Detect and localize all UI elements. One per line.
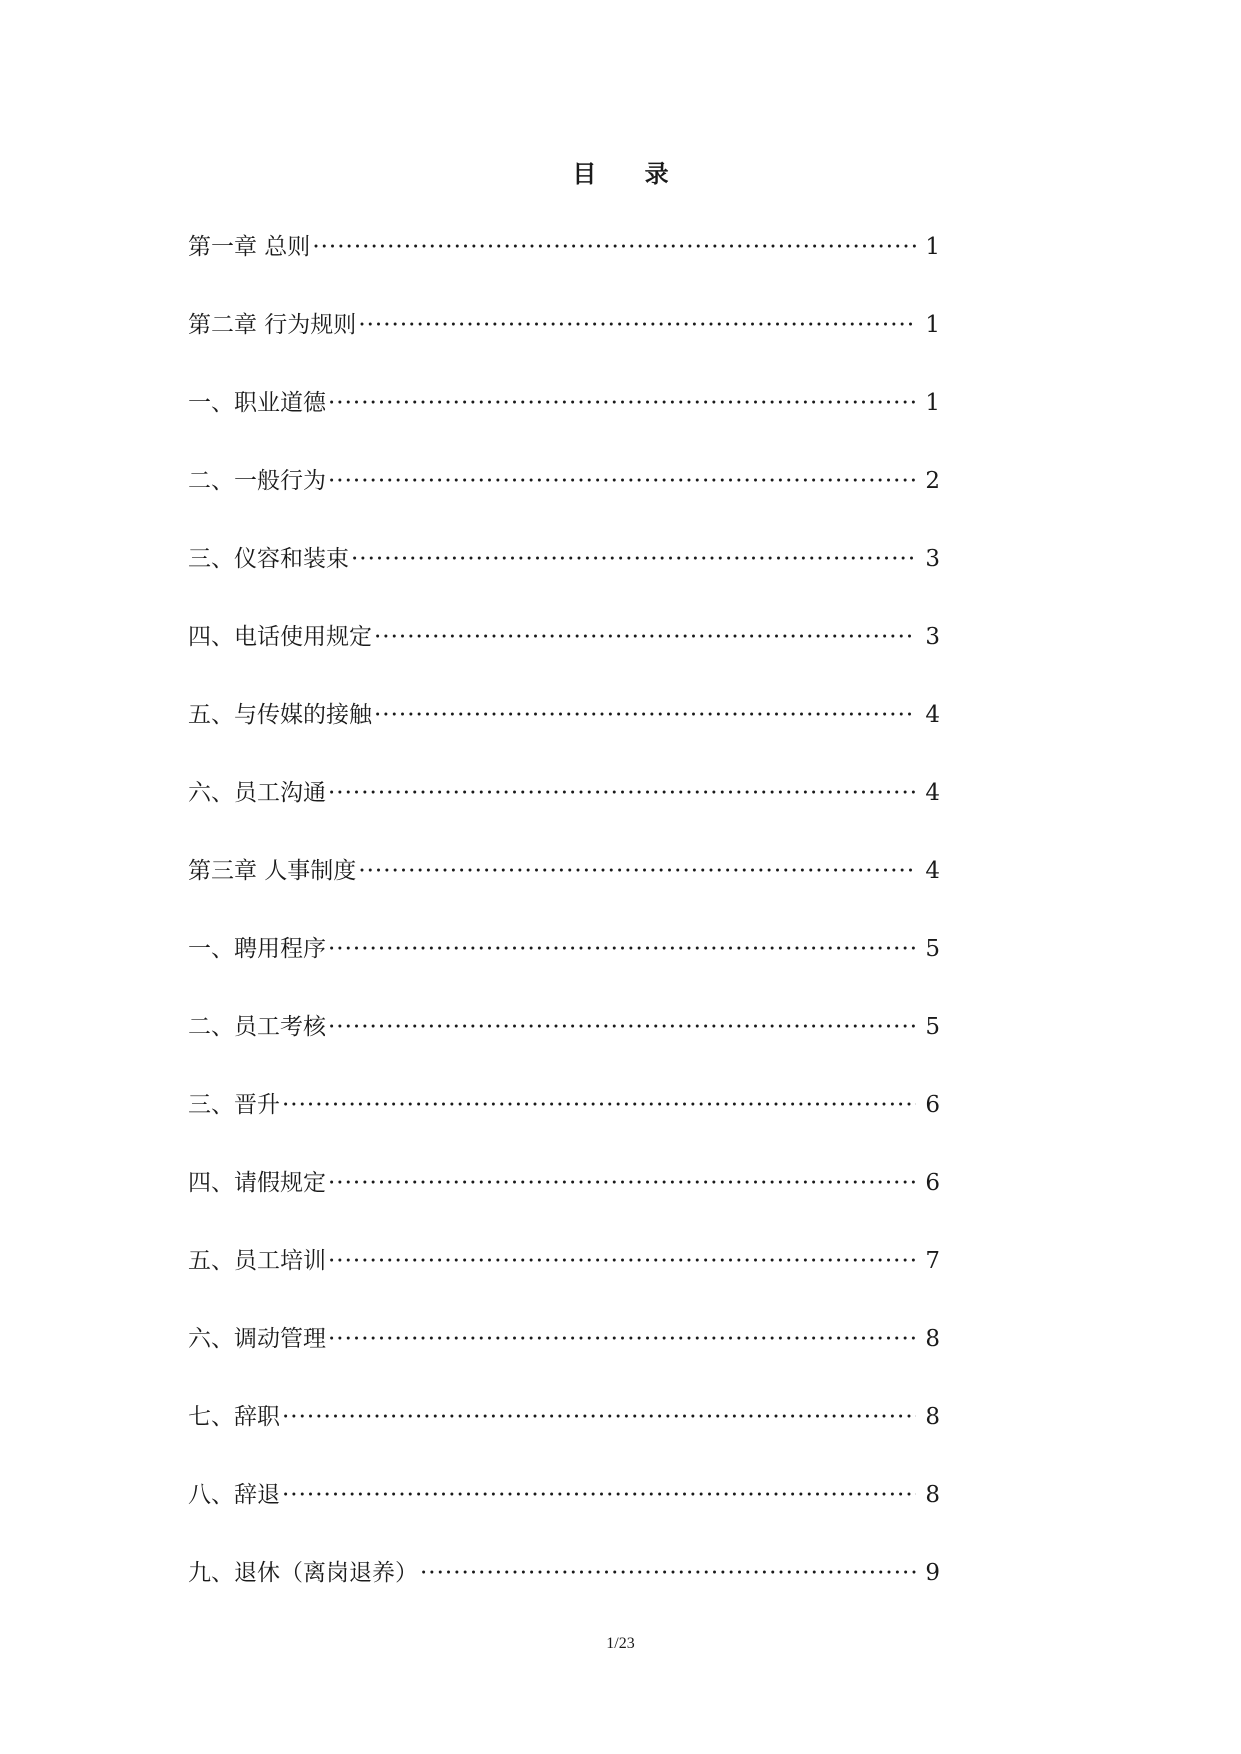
toc-entry[interactable] bbox=[188, 700, 940, 778]
toc-entry-page: 4 bbox=[925, 780, 940, 806]
toc-entry[interactable] bbox=[188, 388, 940, 466]
toc-entry-title: 一、聘用程序 bbox=[188, 936, 326, 962]
dot-leader bbox=[328, 388, 916, 418]
toc-entry[interactable] bbox=[188, 544, 940, 622]
dot-leader bbox=[374, 700, 916, 730]
toc-entry[interactable] bbox=[188, 232, 940, 310]
toc-list bbox=[188, 232, 940, 1636]
toc-entry-title: 三、晋升 bbox=[188, 1092, 280, 1118]
toc-entry[interactable] bbox=[188, 1090, 940, 1168]
dot-leader bbox=[328, 466, 916, 496]
dot-leader bbox=[328, 1324, 916, 1354]
toc-entry-title: 一、职业道德 bbox=[188, 390, 326, 416]
toc-entry[interactable] bbox=[188, 1324, 940, 1402]
toc-entry-page: 8 bbox=[925, 1404, 940, 1430]
dot-leader bbox=[328, 934, 916, 964]
toc-entry-page: 2 bbox=[925, 468, 940, 494]
dot-leader bbox=[358, 310, 916, 340]
toc-entry-page: 8 bbox=[925, 1482, 940, 1508]
toc-entry-page: 9 bbox=[925, 1560, 940, 1586]
dot-leader bbox=[328, 778, 916, 808]
toc-entry-title: 五、与传媒的接触 bbox=[188, 702, 372, 728]
toc-entry-title: 三、仪容和装束 bbox=[188, 546, 349, 572]
toc-entry-title: 四、电话使用规定 bbox=[188, 624, 372, 650]
toc-entry-title: 九、退休（离岗退养） bbox=[188, 1560, 418, 1586]
toc-entry-page: 1 bbox=[925, 234, 940, 260]
toc-entry-title: 六、员工沟通 bbox=[188, 780, 326, 806]
dot-leader bbox=[282, 1090, 916, 1120]
toc-entry-page: 1 bbox=[925, 390, 940, 416]
toc-entry-title: 第一章 总则 bbox=[188, 234, 311, 260]
toc-entry[interactable] bbox=[188, 1012, 940, 1090]
toc-entry-title: 二、员工考核 bbox=[188, 1014, 326, 1040]
toc-entry[interactable] bbox=[188, 778, 940, 856]
dot-leader bbox=[328, 1168, 916, 1198]
dot-leader bbox=[358, 856, 916, 886]
dot-leader bbox=[312, 232, 916, 262]
dot-leader bbox=[420, 1558, 916, 1588]
toc-entry[interactable] bbox=[188, 1246, 940, 1324]
dot-leader bbox=[282, 1480, 916, 1510]
toc-entry-page: 6 bbox=[925, 1092, 940, 1118]
toc-entry-page: 7 bbox=[925, 1248, 940, 1274]
toc-entry[interactable] bbox=[188, 934, 940, 1012]
toc-entry-page: 8 bbox=[925, 1326, 940, 1352]
toc-entry-page: 3 bbox=[925, 624, 940, 650]
dot-leader bbox=[328, 1012, 916, 1042]
toc-entry-page: 4 bbox=[925, 702, 940, 728]
toc-entry-title: 第二章 行为规则 bbox=[188, 312, 357, 338]
toc-entry-title: 六、调动管理 bbox=[188, 1326, 326, 1352]
toc-entry-page: 3 bbox=[925, 546, 940, 572]
toc-entry[interactable] bbox=[188, 310, 940, 388]
toc-entry[interactable] bbox=[188, 1168, 940, 1246]
page-number: 1/23 bbox=[606, 1635, 635, 1652]
toc-entry-title: 第三章 人事制度 bbox=[188, 858, 357, 884]
toc-entry[interactable] bbox=[188, 622, 940, 700]
toc-title: 目 录 bbox=[572, 159, 689, 188]
toc-entry-title: 五、员工培训 bbox=[188, 1248, 326, 1274]
toc-entry-page: 5 bbox=[925, 936, 940, 962]
toc-entry[interactable] bbox=[188, 1480, 940, 1558]
toc-entry[interactable] bbox=[188, 1402, 940, 1480]
toc-entry-title: 二、一般行为 bbox=[188, 468, 326, 494]
dot-leader bbox=[374, 622, 916, 652]
toc-entry-page: 6 bbox=[925, 1170, 940, 1196]
dot-leader bbox=[282, 1402, 916, 1432]
toc-entry-page: 1 bbox=[925, 312, 940, 338]
dot-leader bbox=[351, 544, 916, 574]
toc-entry-title: 八、辞退 bbox=[188, 1482, 280, 1508]
toc-entry[interactable] bbox=[188, 1558, 940, 1636]
toc-entry[interactable] bbox=[188, 466, 940, 544]
toc-entry[interactable] bbox=[188, 856, 940, 934]
dot-leader bbox=[328, 1246, 916, 1276]
toc-entry-page: 4 bbox=[925, 858, 940, 884]
toc-entry-title: 四、请假规定 bbox=[188, 1170, 326, 1196]
toc-entry-title: 七、辞职 bbox=[188, 1404, 280, 1430]
toc-entry-page: 5 bbox=[925, 1014, 940, 1040]
